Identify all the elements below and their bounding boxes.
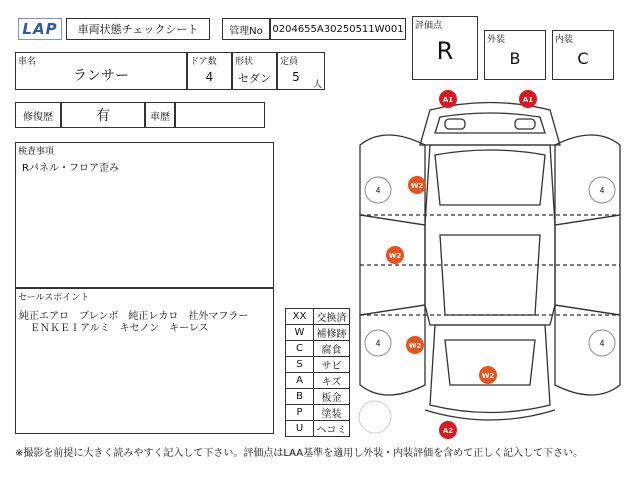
legend-meaning: 板金: [314, 389, 350, 405]
rear-bumper-line: [425, 410, 555, 420]
headlight-right: [515, 119, 535, 129]
admin-no-value: 0204655A30250511W001: [270, 18, 406, 40]
sales-points-label: セールスポイント: [18, 293, 90, 303]
sales-points-box: [15, 288, 274, 434]
tire-rear-left-value: 4: [375, 339, 381, 348]
eval-box: [412, 16, 478, 80]
front-hood-outline: [420, 103, 560, 146]
footer-note: ※撮影を前提に大きく読みやすく記入して下さい。評価点はLAA基準を適用し外装・内装評価を含めて正しく記入して下さい。: [15, 448, 584, 459]
roof: [440, 235, 540, 315]
capacity-box: [277, 52, 325, 90]
car-diagram: [345, 85, 635, 440]
tire-front-right-value: 4: [599, 186, 605, 195]
capacity-label: 定員: [280, 57, 299, 67]
legend-code: C: [286, 341, 314, 357]
tire-front-left-value: 4: [375, 186, 381, 195]
interior-label: 内装: [555, 35, 574, 45]
laa-logo: LAP: [18, 18, 62, 40]
car-name-label: 車名: [18, 57, 37, 67]
interior-value: C: [577, 49, 589, 68]
legend-row: [286, 389, 350, 405]
legend-table: [285, 308, 350, 437]
eval-label: 評価点: [415, 21, 443, 31]
legend-code: U: [286, 421, 314, 437]
eval-value: R: [436, 37, 454, 65]
repair-history-value: 有: [61, 102, 145, 128]
legend-row: [286, 309, 350, 325]
car-record-label: 車歴: [145, 102, 175, 128]
legend-meaning: 塗装: [314, 405, 350, 421]
legend-code: W: [286, 325, 314, 341]
tire-rear-right-value: 4: [599, 339, 605, 348]
legend-meaning: キズ: [314, 373, 350, 389]
doors-value: 4: [205, 70, 214, 84]
mark-rear-center-text: W2: [481, 372, 495, 380]
stamp-circle: [359, 401, 391, 433]
exterior-box: [484, 30, 546, 80]
legend-row: [286, 357, 350, 373]
mark-left-side-text: W2: [388, 252, 402, 260]
windshield: [435, 150, 545, 205]
exterior-label: 外装: [487, 35, 506, 45]
car-name-box: [15, 52, 187, 90]
legend-meaning: ヘコミ: [314, 421, 350, 437]
inspection-text: Rパネル・フロア歪み: [22, 163, 119, 174]
legend-code: A: [286, 373, 314, 389]
front-grille: [435, 113, 545, 133]
legend-row: [286, 341, 350, 357]
capacity-value: 5: [292, 70, 300, 84]
sales-points-line2: ＥＮＫＥＩアルミ キセノン キーレス: [30, 323, 209, 334]
headlight-left: [445, 119, 465, 129]
legend-row: [286, 405, 350, 421]
legend-meaning: 補修跡: [314, 325, 350, 341]
legend-meaning: 交換済: [314, 309, 350, 325]
doors-box: [187, 52, 232, 90]
repair-history-label: 修復歴: [15, 102, 61, 128]
mark-rear-bumper-text: A2: [442, 427, 454, 435]
legend-code: B: [286, 389, 314, 405]
mark-front-left-text: A1: [442, 96, 454, 104]
legend-meaning: 腐食: [314, 341, 350, 357]
sheet-title: 車両状態チェックシート: [66, 18, 210, 40]
sales-points-line1: 純正エアロ ブレンボ 純正レカロ 社外マフラー: [19, 311, 249, 322]
legend-code: S: [286, 357, 314, 373]
legend-row: [286, 421, 350, 437]
legend-code: P: [286, 405, 314, 421]
car-record-value: [175, 102, 265, 128]
admin-no-label: 管理No: [222, 18, 270, 40]
exterior-value: B: [509, 49, 521, 68]
car-name-value: ランサー: [73, 68, 129, 84]
legend-row: [286, 373, 350, 389]
legend-row: [286, 325, 350, 341]
legend-code: XX: [286, 309, 314, 325]
shape-value: セダン: [237, 72, 272, 85]
legend-meaning: サビ: [314, 357, 350, 373]
inspection-box: [15, 142, 274, 288]
shape-label: 形状: [235, 57, 254, 67]
interior-box: [552, 30, 614, 80]
doors-label: ドア数: [190, 57, 217, 67]
shape-box: [232, 52, 277, 90]
mark-left-front-door-text: W2: [410, 182, 424, 190]
inspection-label: 検査事項: [18, 147, 55, 157]
capacity-unit: 人: [313, 80, 323, 90]
mark-left-rear-text: W2: [408, 342, 422, 350]
mark-front-right-text: A1: [522, 96, 534, 104]
